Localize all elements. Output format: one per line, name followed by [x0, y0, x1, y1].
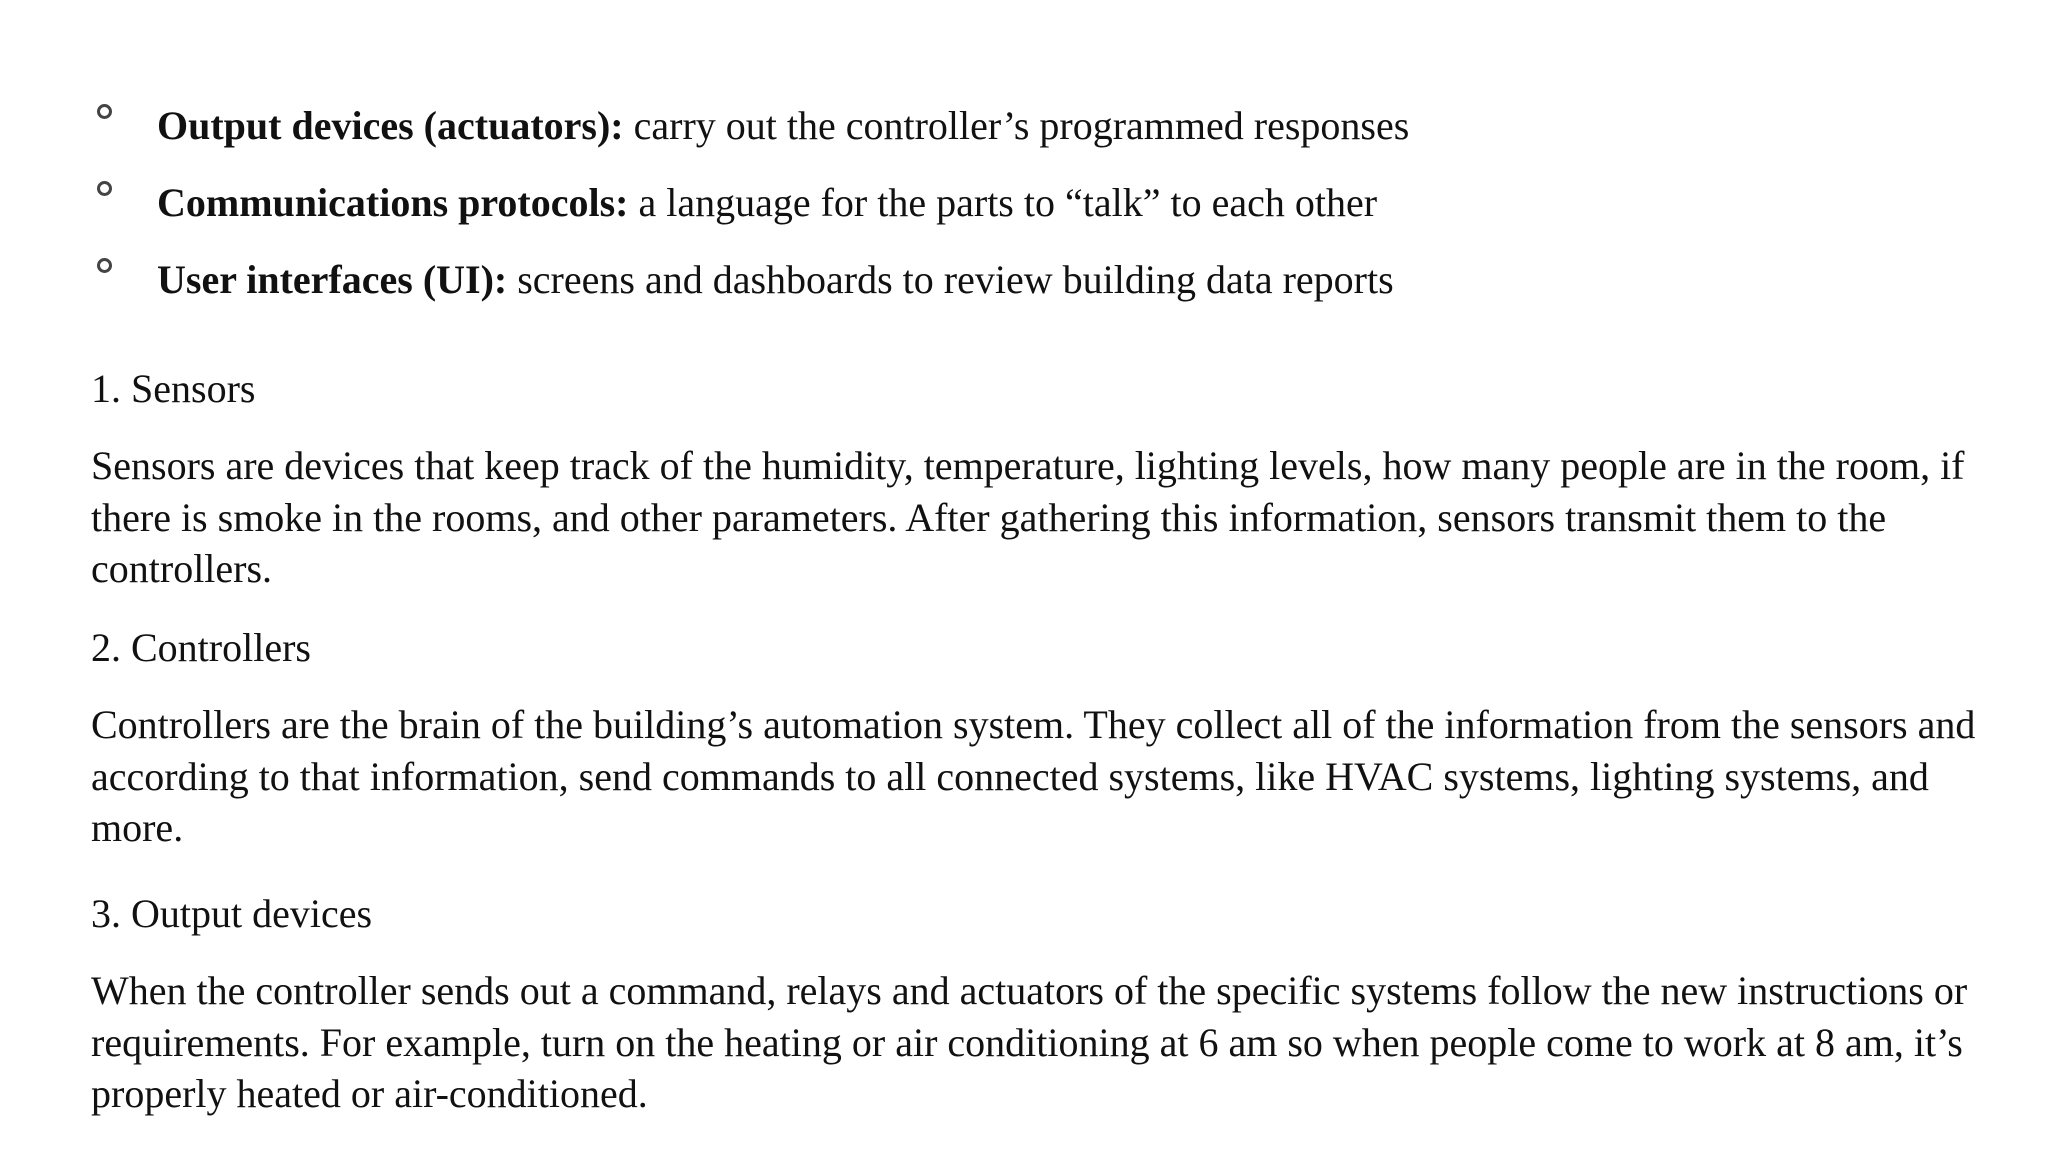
- section-heading-sensors: 1. Sensors: [91, 366, 256, 411]
- hollow-circle-bullet-icon: [97, 104, 112, 119]
- hollow-circle-bullet-icon: [97, 258, 112, 273]
- section-heading-output-devices: 3. Output devices: [91, 891, 373, 936]
- hollow-circle-bullet-icon: [97, 181, 112, 196]
- list-item: [91, 94, 1409, 171]
- list-item: [91, 248, 1409, 325]
- section-heading-controllers: 2. Controllers: [91, 625, 311, 670]
- bullet-list: [91, 94, 1409, 325]
- bullet-term: User interfaces (UI):: [157, 257, 508, 302]
- section-body-output-devices: When the controller sends out a command, relays and actuators of the specific systems follow the new instructions or requirements. For example, turn on the heating or air conditioning at 6 am so when people come to work at 8 am, it’s properly heated or air-conditioned.: [91, 968, 1968, 1116]
- bullet-text: screens and dashboards to review building data reports: [507, 257, 1394, 302]
- bullet-text: a language for the parts to “talk” to each other: [628, 180, 1378, 225]
- bullet-term: Communications protocols:: [157, 180, 629, 225]
- section-body-controllers: Controllers are the brain of the building’s automation system. They collect all of the information from the sensors and according to that information, send commands to all connected systems, like HVAC systems, lighting systems, and more.: [91, 702, 1976, 850]
- bullet-text: carry out the controller’s programmed responses: [623, 103, 1410, 148]
- bullet-term: Output devices (actuators):: [157, 103, 624, 148]
- list-item: [91, 171, 1409, 248]
- section-body-sensors: Sensors are devices that keep track of the humidity, temperature, lighting levels, how many people are in the room, if there is smoke in the rooms, and other parameters. After gathering this information, sensors transmit them to the controllers.: [91, 443, 1965, 591]
